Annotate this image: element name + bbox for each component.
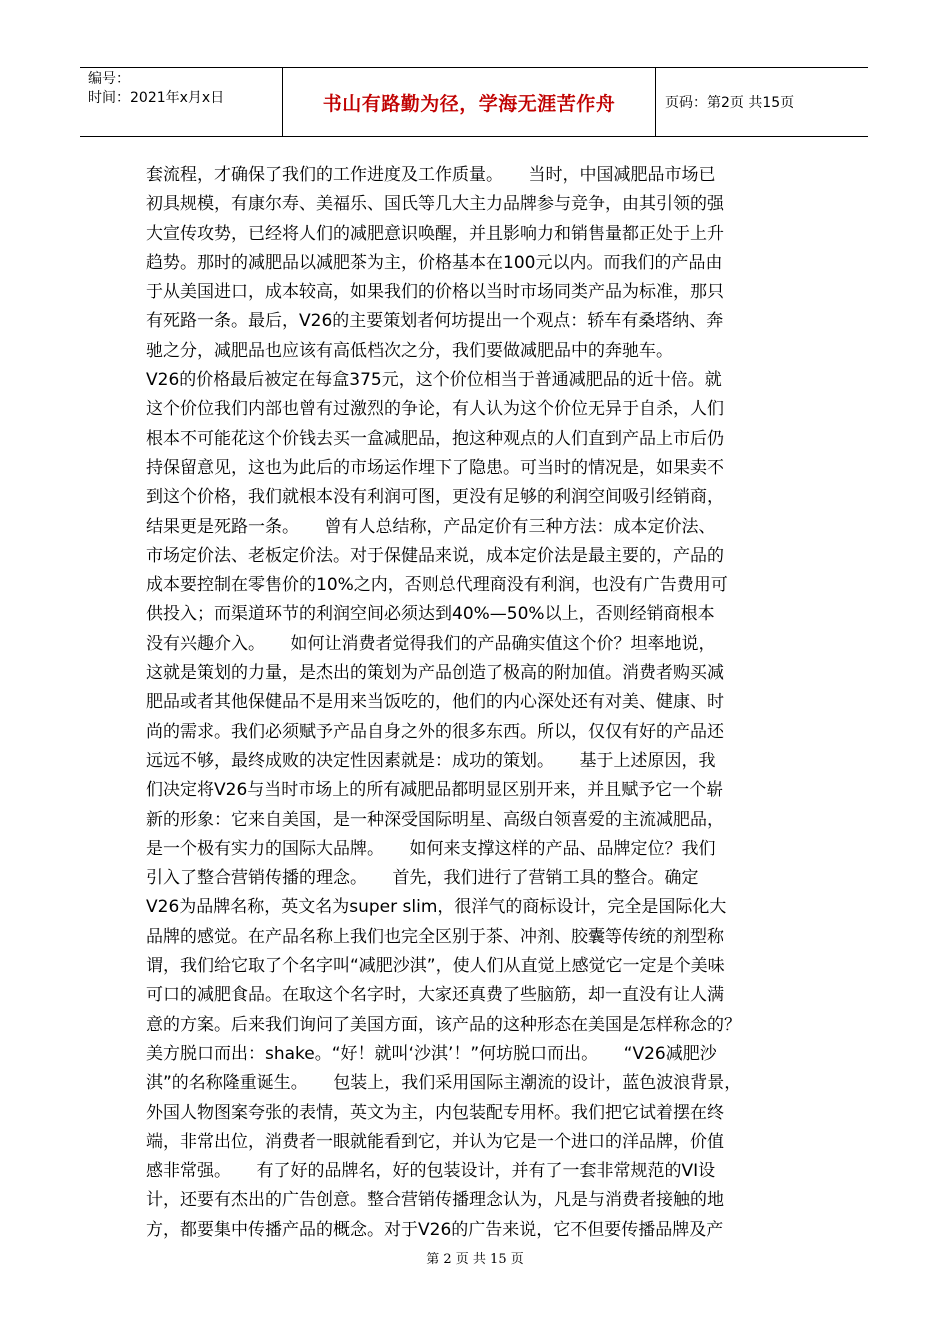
body-text-line: 感非常强。 有了好的品牌名，好的包装设计，并有了一套非常规范的VI设 bbox=[146, 1161, 716, 1182]
page-footer: 第 2 页 共 15 页 bbox=[426, 1252, 524, 1267]
body-text-line: 肥品或者其他保健品不是用来当饭吃的，他们的内心深处还有对美、健康、时 bbox=[146, 692, 724, 713]
body-text-line: 这个价位我们内部也曾有过激烈的争论，有人认为这个价位无异于自杀，人们 bbox=[146, 399, 724, 420]
body-text-line: 可口的减肥食品。在取这个名字时，大家还真费了些脑筋，却一直没有让人满 bbox=[146, 985, 724, 1006]
body-text-line: 初具规模，有康尔寿、美福乐、国氏等几大主力品牌参与竞争，由其引领的强 bbox=[146, 194, 724, 215]
body-text-line: 品牌的感觉。在产品名称上我们也完全区别于茶、冲剂、胶囊等传统的剂型称 bbox=[146, 926, 724, 947]
body-text-line: 尚的需求。我们必须赋予产品自身之外的很多东西。所以，仅仅有好的产品还 bbox=[146, 721, 724, 742]
body-text-line: 计，还要有杰出的广告创意。整合营销传播理念认为，凡是与消费者接触的地 bbox=[146, 1190, 724, 1211]
document-number-label: 编号： bbox=[88, 71, 130, 87]
body-text-line: 持保留意见，这也为此后的市场运作埋下了隐患。可当时的情况是，如果卖不 bbox=[146, 457, 724, 478]
document-body bbox=[146, 161, 846, 1245]
body-text-line: 美方脱口而出：shake。“好！就叫‘沙淇’！”何坊脱口而出。 “V26减肥沙 bbox=[146, 1043, 717, 1064]
body-text-line: 引入了整合营销传播的理念。 首先，我们进行了营销工具的整合。确定 bbox=[146, 868, 699, 889]
body-text-line: 市场定价法、老板定价法。对于保健品来说，成本定价法是最主要的，产品的 bbox=[146, 545, 724, 566]
body-text-line: 趋势。那时的减肥品以减肥茶为主，价格基本在100元以内。而我们的产品由 bbox=[146, 252, 723, 273]
document-header bbox=[80, 67, 868, 137]
body-text-line: 意的方案。后来我们询问了美国方面，该产品的这种形态在美国是怎样称念的？ bbox=[146, 1014, 741, 1035]
body-text-line: V26为品牌名称，英文名为super slim，很洋气的商标设计，完全是国际化大 bbox=[146, 897, 727, 918]
body-text-line: 结果更是死路一条。 曾有人总结称，产品定价有三种方法：成本定价法、 bbox=[146, 516, 716, 537]
body-text-line: 新的形象：它来自美国，是一种深受国际明星、高级白领喜爱的主流减肥品， bbox=[146, 809, 724, 830]
body-text-line: 没有兴趣介入。 如何让消费者觉得我们的产品确实值这个价？坦率地说， bbox=[146, 633, 716, 654]
body-text-line: 驰之分，减肥品也应该有高低档次之分，我们要做减肥品中的奔驰车。 bbox=[146, 340, 673, 361]
body-text-line: 于从美国进口，成本较高，如果我们的价格以当时市场同类产品为标准，那只 bbox=[146, 282, 724, 303]
body-text-line: V26的价格最后被定在每盒375元，这个价位相当于普通减肥品的近十倍。就 bbox=[146, 370, 722, 391]
body-text-line: 是一个极有实力的国际大品牌。 如何来支撑这样的产品、品牌定位？我们 bbox=[146, 838, 716, 859]
body-text-line: 供投入；而渠道环节的利润空间必须达到40%—50%以上，否则经销商根本 bbox=[146, 604, 715, 625]
body-text-line: 淇”的名称隆重诞生。 包装上，我们采用国际主潮流的设计，蓝色波浪背景， bbox=[146, 1073, 742, 1094]
body-text-line: 远远不够，最终成败的决定性因素就是：成功的策划。 基于上述原因，我 bbox=[146, 750, 716, 771]
body-text-line: 们决定将V26与当时市场上的所有减肥品都明显区别开来，并且赋予它一个崭 bbox=[146, 780, 724, 801]
header-motto: 书山有路勤为径，学海无涯苦作舟 bbox=[283, 68, 656, 136]
body-text-line: 根本不可能花这个价钱去买一盒减肥品，抱这种观点的人们直到产品上市后仍 bbox=[146, 428, 724, 449]
body-text-line: 谓，我们给它取了个名字叫“减肥沙淇”，使人们从直觉上感觉它一定是个美味 bbox=[146, 956, 725, 977]
document-time-label: 时间：2021年x月x日 bbox=[88, 90, 225, 106]
body-text-line: 大宣传攻势，已经将人们的减肥意识唤醒，并且影响力和销售量都正处于上升 bbox=[146, 223, 724, 244]
header-meta-cell bbox=[80, 68, 283, 136]
body-text-line: 方，都要集中传播产品的概念。对于V26的广告来说，它不但要传播品牌及产 bbox=[146, 1219, 724, 1240]
body-text-line: 到这个价格，我们就根本没有利润可图，更没有足够的利润空间吸引经销商， bbox=[146, 487, 724, 508]
body-text-line: 外国人物图案夸张的表情，英文为主，内包装配专用杯。我们把它试着摆在终 bbox=[146, 1102, 724, 1123]
body-text-line: 成本要控制在零售价的10%之内，否则总代理商没有利润，也没有广告费用可 bbox=[146, 575, 728, 596]
header-page-info: 页码：第2页 共15页 bbox=[665, 95, 795, 111]
body-text-line: 这就是策划的力量，是杰出的策划为产品创造了极高的附加值。消费者购买减 bbox=[146, 663, 724, 684]
body-text-line: 端，非常出位，消费者一眼就能看到它，并认为它是一个进口的洋品牌，价值 bbox=[146, 1131, 724, 1152]
body-text-line: 套流程，才确保了我们的工作进度及工作质量。 当时，中国减肥品市场已 bbox=[146, 165, 716, 185]
body-text-line: 有死路一条。最后，V26的主要策划者何坊提出一个观点：轿车有桑塔纳、奔 bbox=[146, 311, 724, 332]
